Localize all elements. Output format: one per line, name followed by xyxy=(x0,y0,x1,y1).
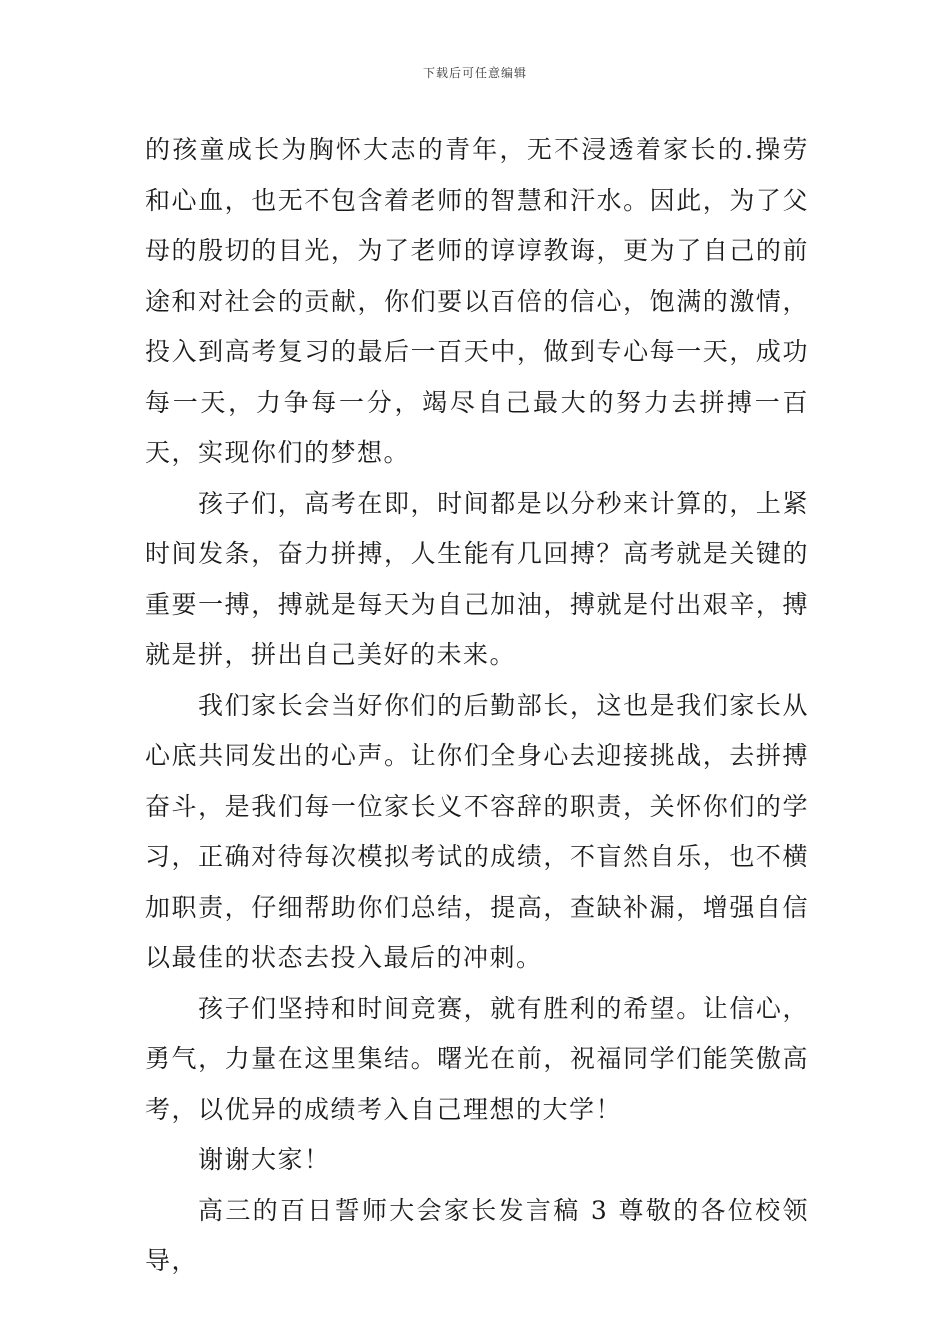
paragraph-5: 谢谢大家！ xyxy=(198,1145,331,1174)
paragraph-1: 的孩童成长为胸怀大志的青年，无不浸透着家长的.操劳和心血，也无不包含着老师的智慧和汗水。因此，为了父母的殷切的目光，为了老师的谆谆教诲，更为了自己的前途和对社会的贡献，你们要以百倍的信心，饱满的激情，投入到高考复习的最后一百天中，做到专心每一天，成功每一天，力争每一分，竭尽自己最大的努力去拼搏一百天，实现你们的梦想。 xyxy=(145,135,809,467)
paragraph-2: 孩子们，高考在即，时间都是以分秒来计算的，上紧时间发条，奋力拼搏，人生能有几回搏？高考就是关键的重要一搏，搏就是每天为自己加油，搏就是付出艰辛，搏就是拼，拼出自己美好的未来。 xyxy=(145,488,809,669)
paragraph-3: 我们家长会当好你们的后勤部长，这也是我们家长从心底共同发出的心声。让你们全身心去迎接挑战，去拼搏奋斗，是我们每一位家长义不容辞的职责，关怀你们的学习，正确对待每次模拟考试的成绩，不盲然自乐，也不横加职责，仔细帮助你们总结，提高，查缺补漏，增强自信以最佳的状态去投入最后的冲刺。 xyxy=(145,690,809,972)
download-note: 下载后可任意编辑 xyxy=(422,66,527,80)
document-body xyxy=(145,125,809,1287)
paragraph-4: 孩子们坚持和时间竞赛，就有胜利的希望。让信心，勇气，力量在这里集结。曙光在前，祝福同学们能笑傲高考，以优异的成绩考入自己理想的大学！ xyxy=(145,993,809,1124)
paragraph-6: 高三的百日誓师大会家长发言稿 3 尊敬的各位校领导， xyxy=(145,1195,809,1275)
